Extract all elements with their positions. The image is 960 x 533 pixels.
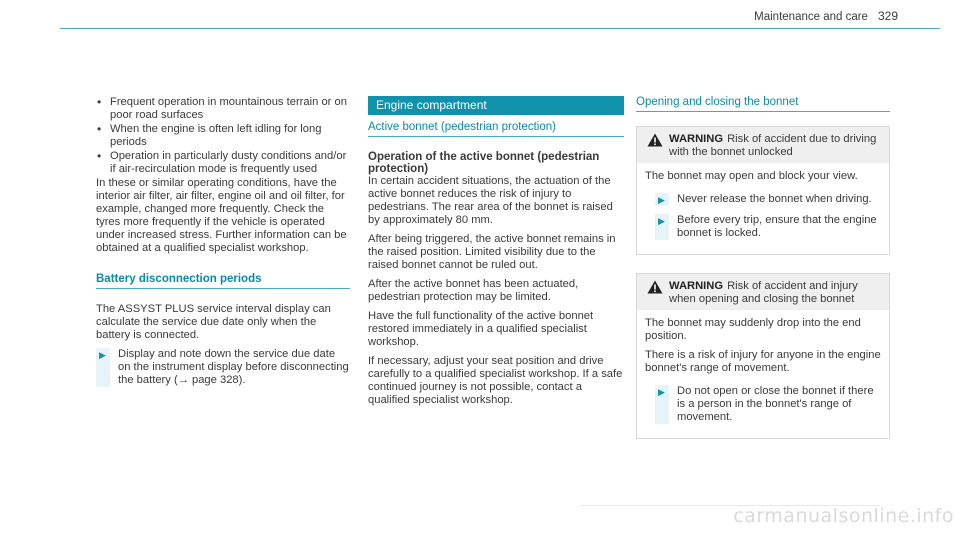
paragraph: If necessary, adjust your seat position and drive carefully to a qualified specialist workshop. If a safe continued journey is not possible, contact a qualified specialist workshop. — [368, 355, 623, 406]
paragraph: Have the full functionality of the active bonnet restored immediately in a qualified specialist workshop. — [368, 310, 594, 348]
active-bonnet-heading: Active bonnet (pedestrian protection) — [368, 121, 624, 137]
warning-triangle-icon — [647, 133, 663, 147]
action-text: Before every trip, ensure that the engine bonnet is locked. — [677, 214, 877, 239]
action-step — [655, 193, 881, 206]
arrow-right-icon: ▶ — [658, 216, 665, 226]
list-item: • Frequent operation in mountainous terrain or on poor road surfaces — [96, 96, 350, 122]
arrow-right-icon: ▶ — [99, 350, 106, 360]
action-step — [655, 385, 881, 424]
operation-heading: Operation of the active bonnet (pedestrian protection) — [368, 151, 600, 175]
column-1 — [96, 96, 350, 395]
warning-label: WARNING — [669, 280, 724, 292]
page-number: 329 — [877, 9, 898, 23]
header-title: Maintenance and care — [754, 11, 868, 23]
engine-compartment-heading: Engine compartment — [368, 96, 624, 115]
column-2 — [368, 96, 624, 413]
paragraph: After the active bonnet has been actuated, pedestrian protection may be limited. — [368, 278, 579, 303]
paragraph: In certain accident situations, the actuation of the active bonnet reduces the risk of injury to pedestrians. The rear area of the bonnet is raised by approximately 80 mm. — [368, 175, 613, 226]
warning-box — [636, 126, 890, 255]
action-text: Do not open or close the bonnet if there is a person in the bonnet's range of movement. — [677, 385, 874, 423]
action-step — [96, 348, 350, 387]
action-text: Display and note down the service due date on the instrument display before disconnecting the battery (→ page 328). — [118, 348, 349, 386]
watermark: carmanualsonline.info — [733, 505, 954, 527]
arrow-right-icon: ▶ — [658, 387, 665, 397]
warning-title: Risk of accident and injury when opening and closing the bonnet — [669, 280, 858, 305]
warning-text: The bonnet may open and block your view. — [645, 170, 858, 182]
battery-paragraph: The ASSYST PLUS service interval display can calculate the service due date only when the battery is connected. — [96, 303, 331, 341]
bonnet-section-heading: Opening and closing the bonnet — [636, 96, 890, 112]
list-item: • When the engine is often left idling for long periods — [96, 123, 350, 149]
warning-body — [637, 163, 889, 254]
warning-header — [637, 274, 889, 310]
operating-conditions-paragraph: In these or similar operating conditions, have the interior air filter, air filter, engine oil and oil filter, for example, changed more frequently. Check the tyres more frequently if the vehicle is operated under increased stress. Further information can be obtained at a qualified specialist workshop. — [96, 177, 347, 254]
warning-body — [637, 310, 889, 438]
action-step — [655, 214, 881, 240]
battery-section-heading: Battery disconnection periods — [96, 273, 350, 289]
list-item: • Operation in particularly dusty conditions and/or if air-recirculation mode is frequently used — [96, 150, 350, 176]
warning-text: The bonnet may suddenly drop into the end position. — [645, 317, 861, 342]
running-header — [754, 9, 898, 23]
warning-text: There is a risk of injury for anyone in the engine bonnet's range of movement. — [645, 349, 881, 374]
header-rule — [60, 28, 940, 29]
arrow-right-icon: ▶ — [658, 195, 665, 205]
warning-header — [637, 127, 889, 163]
warning-title: Risk of accident due to driving with the bonnet unlocked — [669, 133, 877, 158]
warning-triangle-icon — [647, 280, 663, 294]
paragraph: After being triggered, the active bonnet remains in the raised position. Limited visibility due to the raised bonnet cannot be ruled out. — [368, 233, 616, 271]
warning-box — [636, 273, 890, 439]
action-text: Never release the bonnet when driving. — [677, 193, 872, 205]
column-3 — [636, 96, 890, 451]
warning-label: WARNING — [669, 133, 724, 145]
